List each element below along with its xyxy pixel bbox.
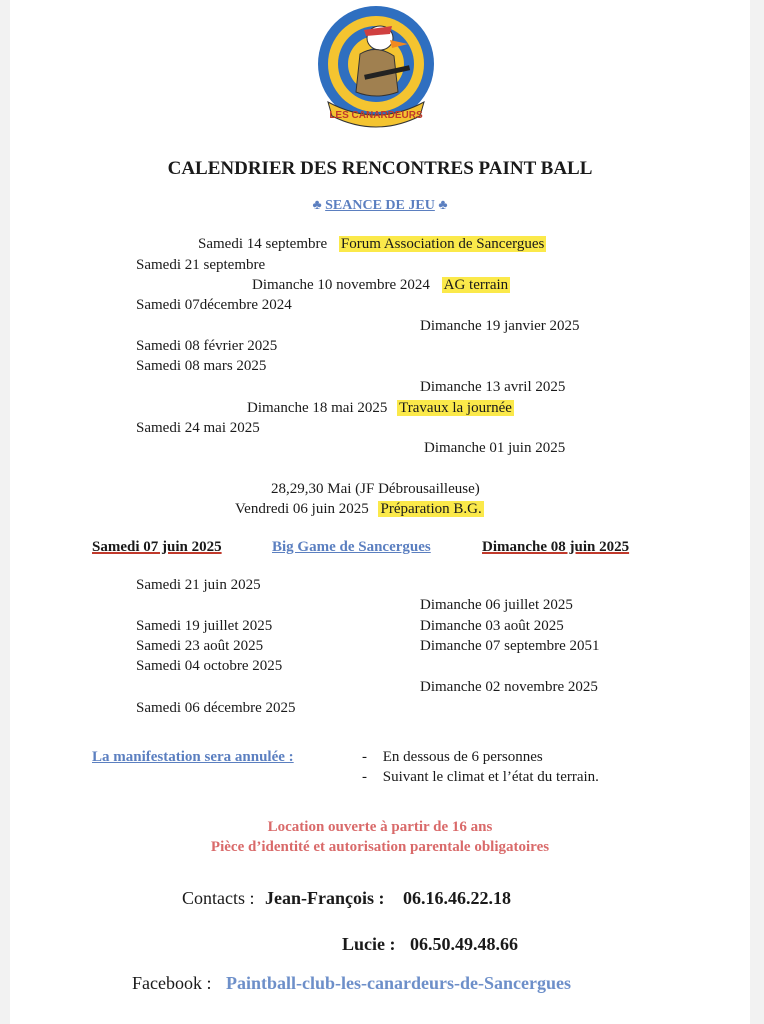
event-date: Dimanche 02 novembre 2025 [420, 679, 598, 695]
club-logo [312, 4, 440, 132]
facebook-label: Facebook : [132, 973, 212, 993]
big-game-day1: Samedi 07 juin 2025 [92, 539, 222, 555]
event-date: Samedi 04 octobre 2025 [136, 658, 283, 674]
event-date: Dimanche 06 juillet 2025 [420, 597, 573, 613]
contact-row-lucie [342, 934, 518, 955]
event-date: Dimanche 07 septembre 2051 [420, 638, 600, 654]
event-row [252, 277, 510, 294]
cancel-reason [362, 769, 599, 786]
event-date: 28,29,30 Mai (JF Débrousailleuse) [271, 481, 480, 497]
bullet-dash: - [362, 769, 367, 785]
contact-row-jf [182, 888, 511, 909]
event-date: Samedi 06 décembre 2025 [136, 700, 296, 716]
document-page [10, 0, 750, 1024]
event-date: Dimanche 18 mai 2025 [247, 400, 388, 416]
event-date: Dimanche 19 janvier 2025 [420, 318, 580, 334]
event-note: Forum Association de Sancergues [340, 236, 545, 252]
event-date: Samedi 08 février 2025 [136, 338, 278, 354]
club-icon: ♣ [312, 198, 322, 213]
svg-text:LES CANARDEURS: LES CANARDEURS [329, 110, 423, 121]
event-date: Samedi 08 mars 2025 [136, 358, 267, 374]
rental-age: Location ouverte à partir de 16 ans [267, 819, 493, 835]
event-date: Dimanche 13 avril 2025 [420, 379, 566, 395]
reason-text: En dessous de 6 personnes [382, 749, 543, 765]
event-date: Samedi 21 juin 2025 [136, 577, 261, 593]
event-date: Samedi 21 septembre [136, 257, 266, 273]
event-date: Samedi 23 août 2025 [136, 638, 264, 654]
event-date: Samedi 24 mai 2025 [136, 420, 260, 436]
facebook-row [132, 973, 571, 994]
event-note: AG terrain [443, 277, 509, 293]
event-date: Samedi 14 septembre [198, 236, 328, 252]
reason-text: Suivant le climat et l’état du terrain. [382, 769, 599, 785]
contact-name: Lucie : [342, 934, 396, 954]
event-row [198, 236, 546, 253]
subtitle-text: SEANCE DE JEU [325, 198, 435, 213]
big-game-title: Big Game de Sancergues [272, 539, 431, 555]
contacts-label: Contacts : [182, 888, 255, 908]
event-note: Travaux la journée [399, 400, 512, 416]
cancel-reason [362, 749, 543, 766]
contact-name: Jean-François : [265, 888, 385, 908]
event-row [247, 400, 514, 417]
bullet-dash: - [362, 749, 367, 765]
event-date: Dimanche 03 août 2025 [420, 618, 564, 634]
club-icon: ♣ [438, 198, 448, 213]
section-subtitle [10, 198, 750, 214]
rental-documents: Pièce d’identité et autorisation parentale obligatoires [210, 839, 550, 855]
event-date: Dimanche 01 juin 2025 [424, 440, 566, 456]
contact-phone: 06.50.49.48.66 [410, 934, 518, 954]
event-note: Préparation B.G. [380, 501, 482, 517]
event-date: Dimanche 10 novembre 2024 [252, 277, 430, 293]
big-game-day2: Dimanche 08 juin 2025 [482, 539, 630, 555]
cancel-label: La manifestation sera annulée : [92, 749, 294, 765]
page-title: CALENDRIER DES RENCONTRES PAINT BALL [167, 158, 593, 179]
event-date: Samedi 19 juillet 2025 [136, 618, 273, 634]
facebook-page-name: Paintball-club-les-canardeurs-de-Sancergues [225, 973, 571, 993]
contact-phone: 06.16.46.22.18 [402, 888, 511, 908]
event-date: Vendredi 06 juin 2025 [235, 501, 369, 517]
event-date: Samedi 07décembre 2024 [136, 297, 292, 313]
event-row [235, 501, 484, 518]
